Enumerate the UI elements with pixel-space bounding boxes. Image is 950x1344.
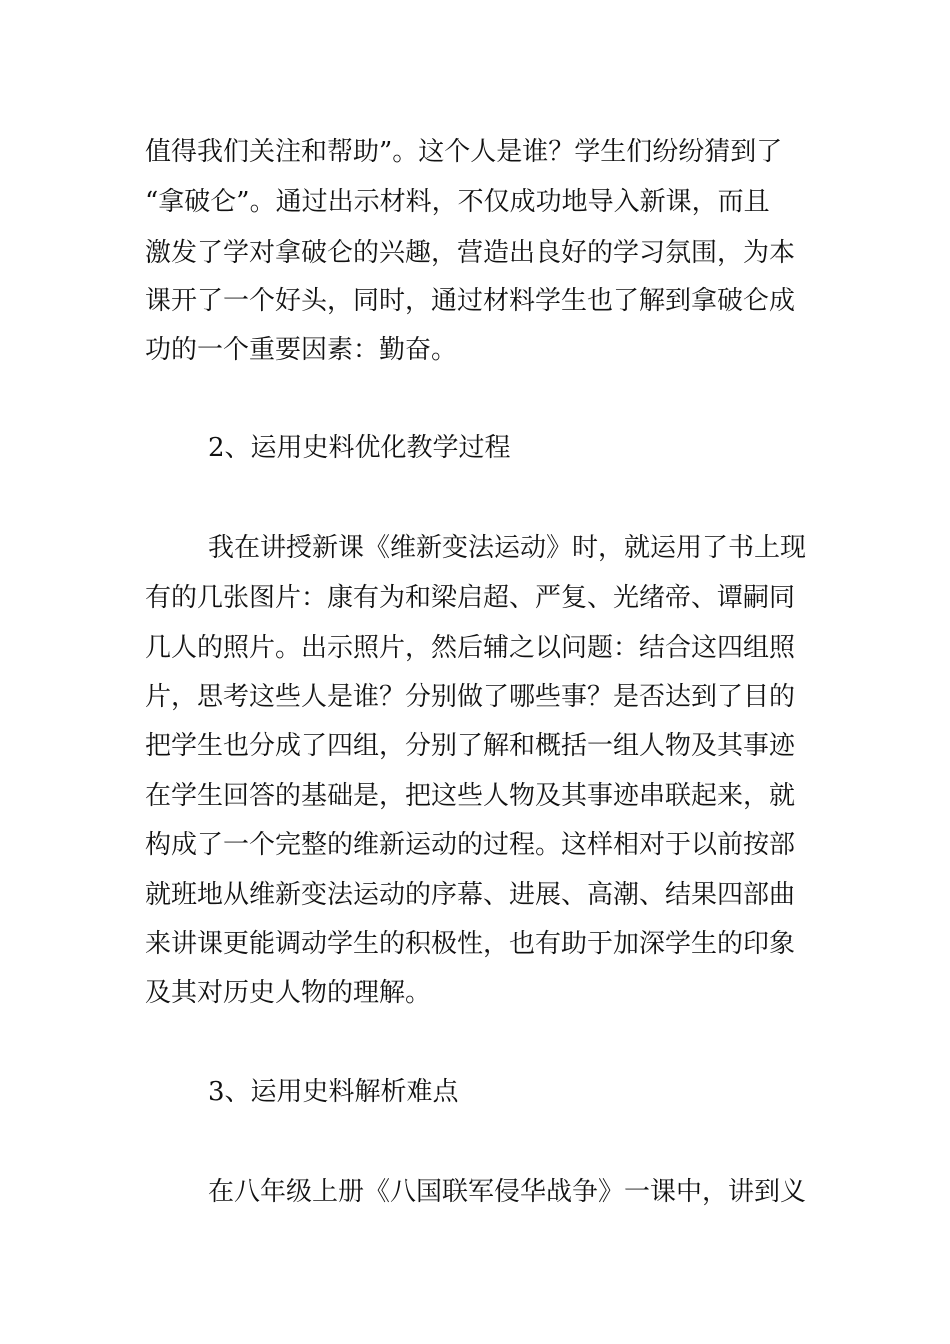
text-line: “拿破仑”。通过出示材料，不仅成功地导入新课，而且 <box>145 187 770 217</box>
text-line: 几人的照片。出示照片，然后辅之以问题：结合这四组照 <box>145 633 796 663</box>
text-line: 在八年级上册《八国联军侵华战争》一课中，讲到义 <box>208 1177 807 1207</box>
text-line: 把学生也分成了四组，分别了解和概括一组人物及其事迹 <box>145 731 796 761</box>
section-heading: 2、运用史料优化教学过程 <box>208 433 511 463</box>
text-line: 激发了学对拿破仑的兴趣，营造出良好的学习氛围，为本 <box>145 238 796 268</box>
text-line: 及其对历史人物的理解。 <box>145 978 432 1008</box>
text-line: 片，思考这些人是谁？分别做了哪些事？是否达到了目的 <box>145 682 796 712</box>
text-line: 我在讲授新课《维新变法运动》时，就运用了书上现 <box>208 533 807 563</box>
text-line: 来讲课更能调动学生的积极性，也有助于加深学生的印象 <box>145 929 796 959</box>
text-line: 构成了一个完整的维新运动的过程。这样相对于以前按部 <box>145 830 796 860</box>
text-line: 值得我们关注和帮助”。这个人是谁？学生们纷纷猜到了 <box>145 137 783 167</box>
text-line: 在学生回答的基础是，把这些人物及其事迹串联起来，就 <box>145 781 796 811</box>
text-line: 课开了一个好头，同时，通过材料学生也了解到拿破仑成 <box>145 286 796 316</box>
text-line: 就班地从维新变法运动的序幕、进展、高潮、结果四部曲 <box>145 880 796 910</box>
section-heading: 3、运用史料解析难点 <box>208 1077 459 1107</box>
text-line: 功的一个重要因素：勤奋。 <box>145 335 458 365</box>
text-line: 有的几张图片：康有为和梁启超、严复、光绪帝、谭嗣同 <box>145 583 796 613</box>
